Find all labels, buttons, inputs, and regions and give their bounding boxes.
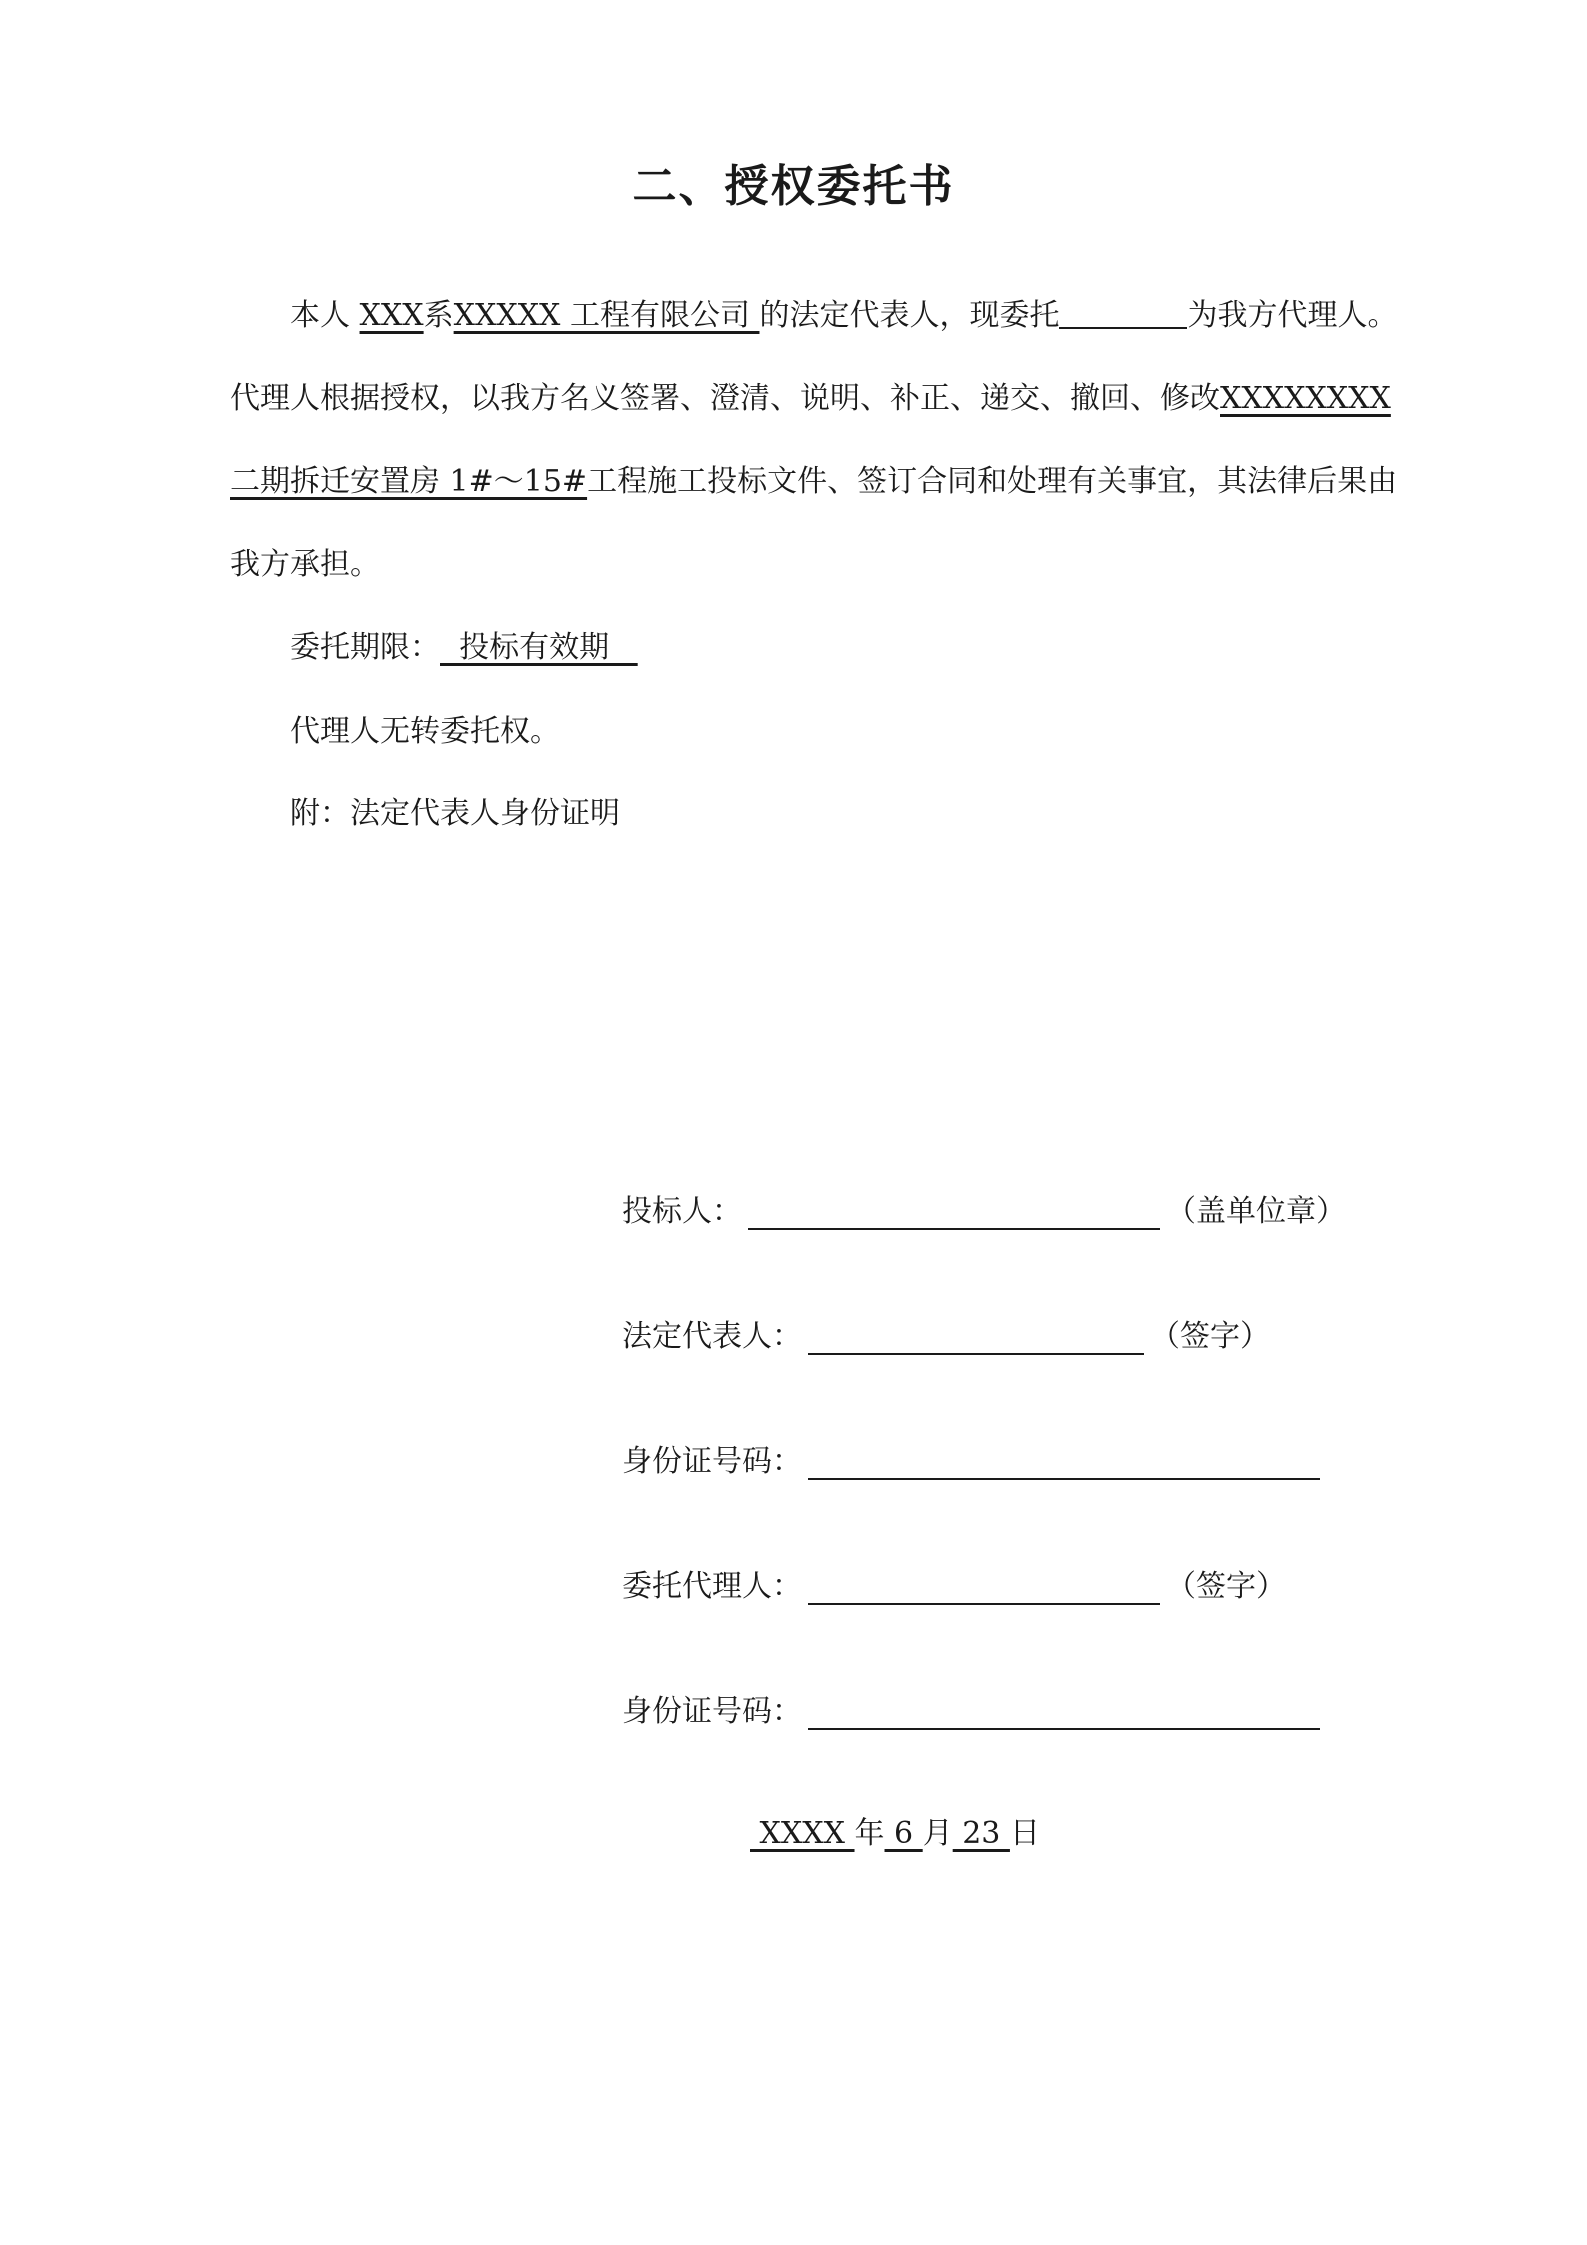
term-line — [290, 622, 638, 666]
signature-label: 投标人： — [622, 1194, 742, 1229]
agent-name-blank — [1059, 297, 1187, 329]
date-day: 23 — [952, 1816, 1010, 1851]
signature-label: 委托代理人： — [622, 1569, 802, 1604]
text-segment: 代理人根据授权，以我方名义签署、澄清、说明、补正、递交、撤回、修改 — [230, 381, 1220, 416]
date-month-unit: 月 — [922, 1816, 953, 1851]
signature-suffix: （盖单位章） — [1166, 1194, 1346, 1229]
paragraph-line-2 — [230, 373, 1391, 417]
representative-name: XXX — [359, 298, 424, 333]
signature-blank[interactable] — [808, 1325, 1144, 1355]
attachment-text: 附：法定代表人身份证明 — [290, 796, 620, 831]
signature-label: 法定代表人： — [622, 1319, 802, 1354]
attachment-line — [290, 788, 620, 832]
text-segment: 为我方代理人。 — [1187, 298, 1398, 333]
signature-suffix: （签字） — [1150, 1319, 1270, 1354]
text-segment: 我方承担。 — [230, 547, 380, 582]
text-segment: 本人 — [290, 298, 360, 333]
signature-blank[interactable] — [748, 1200, 1160, 1230]
paragraph-line-4 — [230, 539, 380, 583]
date-year-unit: 年 — [854, 1816, 885, 1851]
id-number-blank[interactable] — [808, 1700, 1320, 1730]
term-label: 委托期限： — [290, 630, 440, 665]
date-month: 6 — [884, 1816, 923, 1851]
signature-label: 身份证号码： — [622, 1444, 802, 1479]
date-year: XXXX — [750, 1816, 855, 1851]
date-day-unit: 日 — [1009, 1816, 1040, 1851]
signature-row-bidder — [622, 1186, 1346, 1230]
signature-row-id-1 — [622, 1436, 1326, 1480]
no-subdelegation-text: 代理人无转委托权。 — [290, 714, 560, 749]
project-name-part-1: XXXXXXXX — [1220, 381, 1391, 416]
paragraph-line-1 — [290, 290, 1397, 334]
id-number-blank[interactable] — [808, 1450, 1320, 1480]
date-line — [750, 1808, 1040, 1852]
no-subdelegation-line — [290, 706, 560, 750]
signature-blank[interactable] — [808, 1575, 1160, 1605]
project-name-part-2: 二期拆迁安置房 1#～15# — [230, 464, 588, 499]
signature-row-agent — [622, 1561, 1286, 1605]
text-segment: 工程施工投标文件、签订合同和处理有关事宜，其法律后果由 — [587, 464, 1398, 499]
paragraph-line-3 — [230, 456, 1397, 500]
signature-row-legal-rep — [622, 1311, 1270, 1355]
text-segment: 系 — [423, 298, 454, 333]
signature-label: 身份证号码： — [622, 1694, 802, 1729]
company-name: XXXXX 工程有限公司 — [453, 298, 760, 333]
document-title: 二、授权委托书 — [632, 161, 955, 212]
signature-suffix: （签字） — [1166, 1569, 1286, 1604]
text-segment: 的法定代表人，现委托 — [759, 298, 1060, 333]
term-value: 投标有效期 — [440, 630, 638, 665]
signature-row-id-2 — [622, 1686, 1326, 1730]
